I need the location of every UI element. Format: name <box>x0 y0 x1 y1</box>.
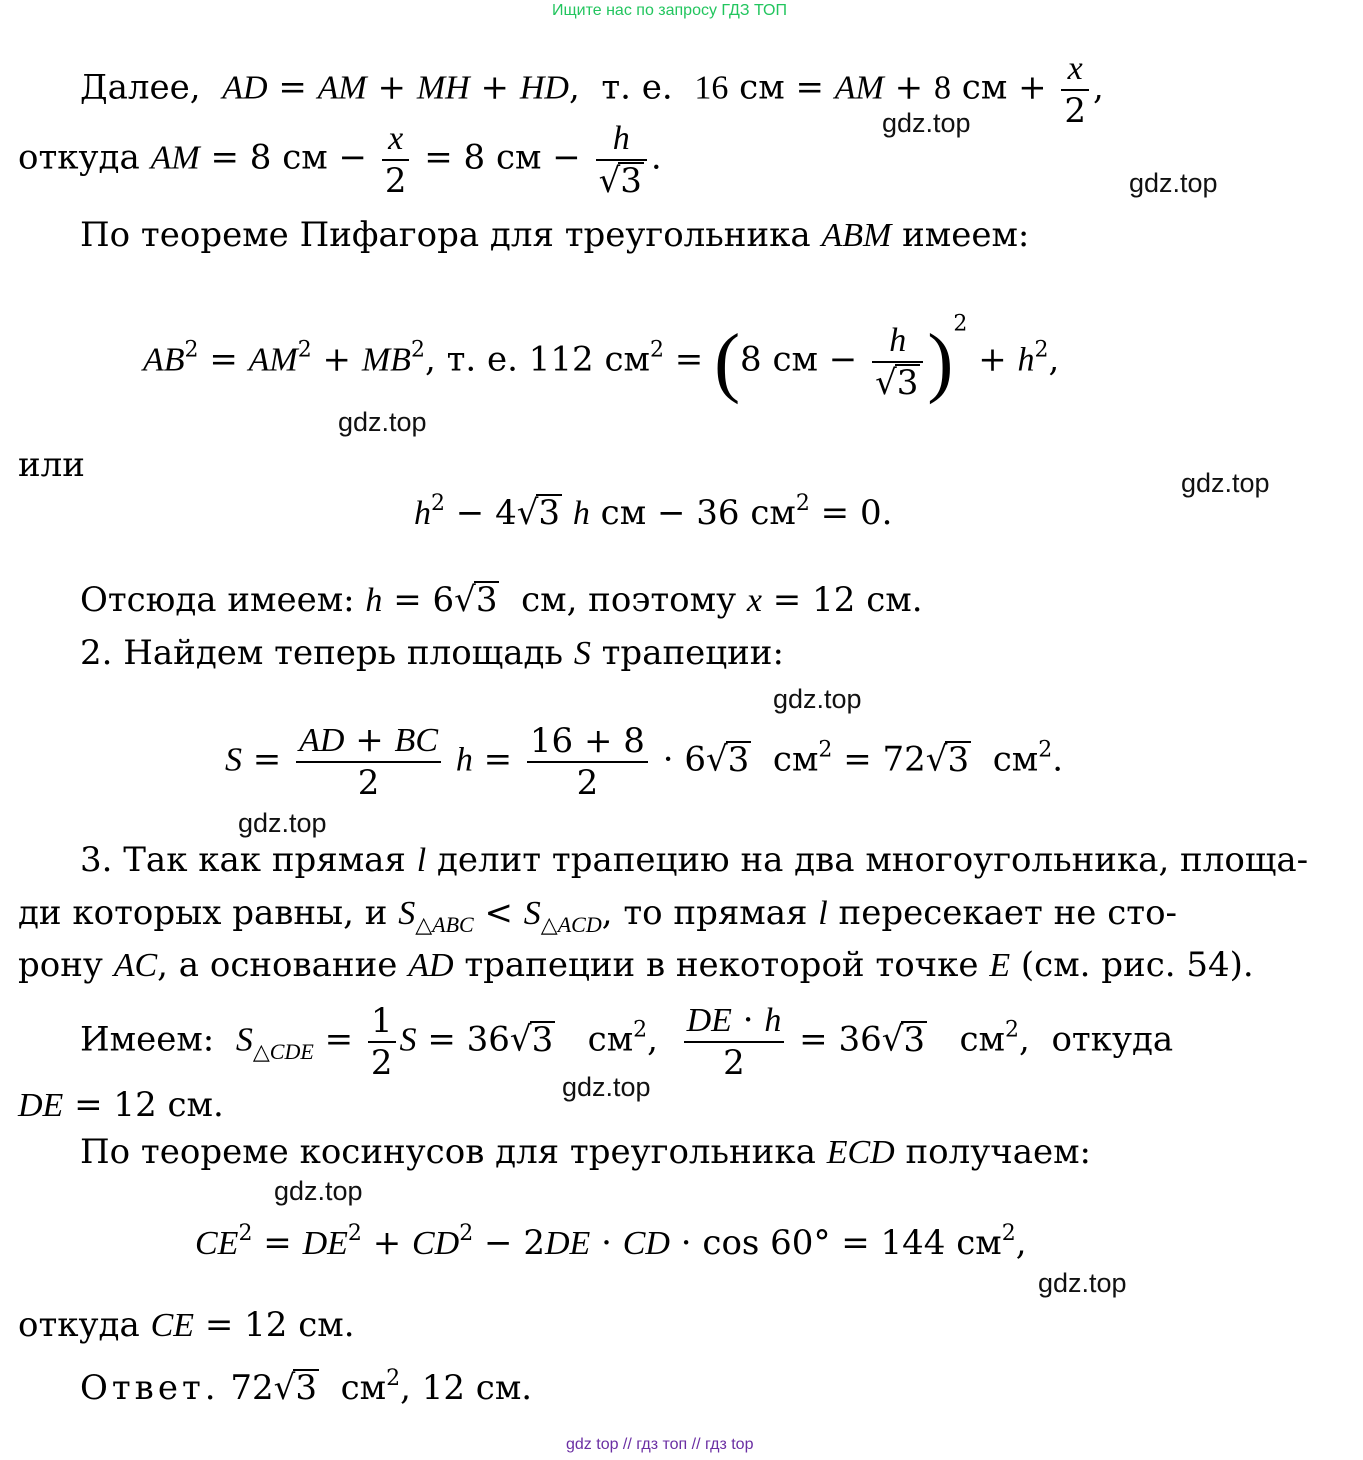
fraction-h-over-sqrt3: $\frac{h}{√3}$ <box>872 320 923 403</box>
watermark: gdz.top <box>773 684 862 714</box>
line-step3-2: ди которых равны, и $S_{\triangle ABC} < S_{\triangle ACD}$, то прямая l пересекает не сто- <box>18 893 1178 938</box>
unit-cm: см <box>167 1085 214 1125</box>
unit-cm: см <box>340 1368 387 1408</box>
unit-cm: см <box>772 739 819 780</box>
line-otkuda-am: откуда AM = 8 см − $\frac{x}{2}$ = 8 см − $\frac{h}{√3}$ . <box>18 120 662 201</box>
text-otsyuda: Отсюда имеем: <box>80 580 355 620</box>
line-pifagor: По теореме Пифагора для треугольника ABM имеем: <box>80 215 1030 255</box>
unit-cm: см <box>959 1019 1005 1060</box>
fraction-one-half: $\frac{1}{2}$ <box>368 1001 396 1083</box>
unit-cm: см <box>750 493 796 533</box>
word-otkuda: откуда <box>18 1305 140 1345</box>
answer-label: Ответ. <box>80 1368 220 1408</box>
line-imeem: Имеем: $S_{\triangle CDE}$ = $\frac{1}{2}$ S = 36√3 $см^2$, $\frac{DE \cdot h}{2}$ = 36√3 $см^2$, откуда <box>80 1000 1174 1083</box>
line-de: DE = 12 см. <box>18 1085 224 1125</box>
word-otkuda: откуда <box>18 137 140 178</box>
text-osnovanie: , а основание <box>157 945 398 985</box>
unit-cm: см <box>866 580 912 620</box>
fraction-x-over-2: $\frac{x}{2}$ <box>1061 48 1089 131</box>
line-answer: Ответ. 72√3 $см^2$, 12 см. <box>80 1366 533 1408</box>
equation-cosine: $CE^2 = DE^2 + CD^2 - 2DE$ · CD · cos 60° = 144 $см^2$, <box>195 1221 1027 1263</box>
watermark: gdz.top <box>882 108 971 138</box>
word-imeem: Имеем: <box>80 1019 215 1060</box>
unit-cm: см <box>496 137 542 178</box>
unit-cm: см <box>282 137 328 178</box>
line-step3-3: рону AC, а основание AD трапеции в некоторой точке E (см. рис. 54). <box>18 945 1254 985</box>
watermark: gdz.top <box>1181 468 1270 498</box>
text-kosinus: По теореме косинусов для треугольника <box>80 1132 816 1172</box>
line-ce: откуда CE = 12 см. <box>18 1305 355 1345</box>
line-dalee: Далее, AD = AM + MH + HD, т. е. 16 см = AM + 8 см + $\frac{x}{2}$ , <box>80 50 1104 131</box>
word-dalee: Далее, <box>80 67 201 108</box>
fraction-de-h: $\frac{DE \cdot h}{2}$ <box>684 1000 785 1083</box>
text-step2: 2. Найдем теперь площадь <box>80 633 563 673</box>
fraction-h-over-sqrt3: $\frac{h}{√3}$ <box>596 118 647 201</box>
top-banner: Ищите нас по запросу ГДЗ ТОП <box>552 2 787 19</box>
unit-cm: см <box>600 493 647 533</box>
word-otkuda: откуда <box>1051 1019 1174 1060</box>
unit-cm: см <box>772 339 818 380</box>
equation-pifagor: $AB^2 = AM^2 + MB^2$, т. е. 112 $см^2 = (8$ см − $\frac{h}{√3}$ )$^2 + h^2$, <box>143 311 1060 405</box>
line-step3-1: 3. Так как прямая l делит трапецию на два многоугольника, площа- <box>80 840 1309 880</box>
right-paren: ) <box>927 317 954 405</box>
word-te: т. е. <box>446 339 518 380</box>
text-step3-a: 3. Так как прямая <box>80 840 406 880</box>
watermark: gdz.top <box>338 407 427 437</box>
text-step3-c: ди которых равны, и <box>18 893 388 933</box>
footer-links: gdz top // гдз топ // гдз top <box>566 1436 754 1453</box>
unit-cm: см <box>961 67 1008 108</box>
text-step3-b: делит трапецию на два многоугольника, площа- <box>436 840 1309 880</box>
line-step2: 2. Найдем теперь площадь S трапеции: <box>80 633 784 673</box>
unit-cm: см <box>604 339 650 380</box>
unit-cm: см <box>992 739 1039 780</box>
watermark: gdz.top <box>238 808 327 838</box>
unit-cm: см <box>739 67 785 108</box>
line-kosinus: По теореме косинусов для треугольника ECD получаем: <box>80 1132 1092 1172</box>
text-step3-d: , то прямая <box>601 893 808 933</box>
left-paren: ( <box>714 317 741 405</box>
text-pifagor: По теореме Пифагора для треугольника <box>80 215 811 255</box>
watermark: gdz.top <box>274 1176 363 1206</box>
watermark: gdz.top <box>562 1072 651 1102</box>
fraction-16-8: $\frac{16 + 8}{2}$ <box>527 721 648 803</box>
fraction-ad-bc: $\frac{AD + BC}{2}$ <box>296 720 441 803</box>
word-te: т. е. <box>601 67 673 108</box>
unit-cm: см <box>956 1223 1002 1263</box>
answer-tail: , 12 см. <box>400 1368 533 1408</box>
text-tochke: трапеции в некоторой точке <box>464 945 979 985</box>
unit-cm: см <box>298 1305 344 1345</box>
watermark: gdz.top <box>1038 1268 1127 1298</box>
line-otsyuda: Отсюда имеем: h = 6√3 см, поэтому x = 12 см. <box>80 580 923 620</box>
fraction-x-over-2: $\frac{x}{2}$ <box>382 118 410 201</box>
word-ili: или <box>18 445 85 485</box>
text-fig-ref: (см. рис. 54). <box>1020 945 1254 985</box>
word-poluchaem: получаем: <box>905 1132 1092 1172</box>
word-trapecii: трапеции: <box>601 633 784 673</box>
word-ronu: рону <box>18 945 103 985</box>
equation-area: S = $\frac{AD + BC}{2}$ h = $\frac{16 + 8}{2}$ · 6√3 $см^2 = 72√3$ $см^2$. <box>225 720 1064 803</box>
watermark: gdz.top <box>1129 168 1218 198</box>
text-step3-e: пересекает не сто- <box>838 893 1178 933</box>
unit-cm: см <box>587 1019 634 1060</box>
word-imeem: имеем: <box>902 215 1030 255</box>
equation-quadratic: $h^2 - 4√3$ h см − 36 $см^2 = 0$. <box>414 491 893 533</box>
text-poetomu: см, поэтому <box>521 580 737 620</box>
